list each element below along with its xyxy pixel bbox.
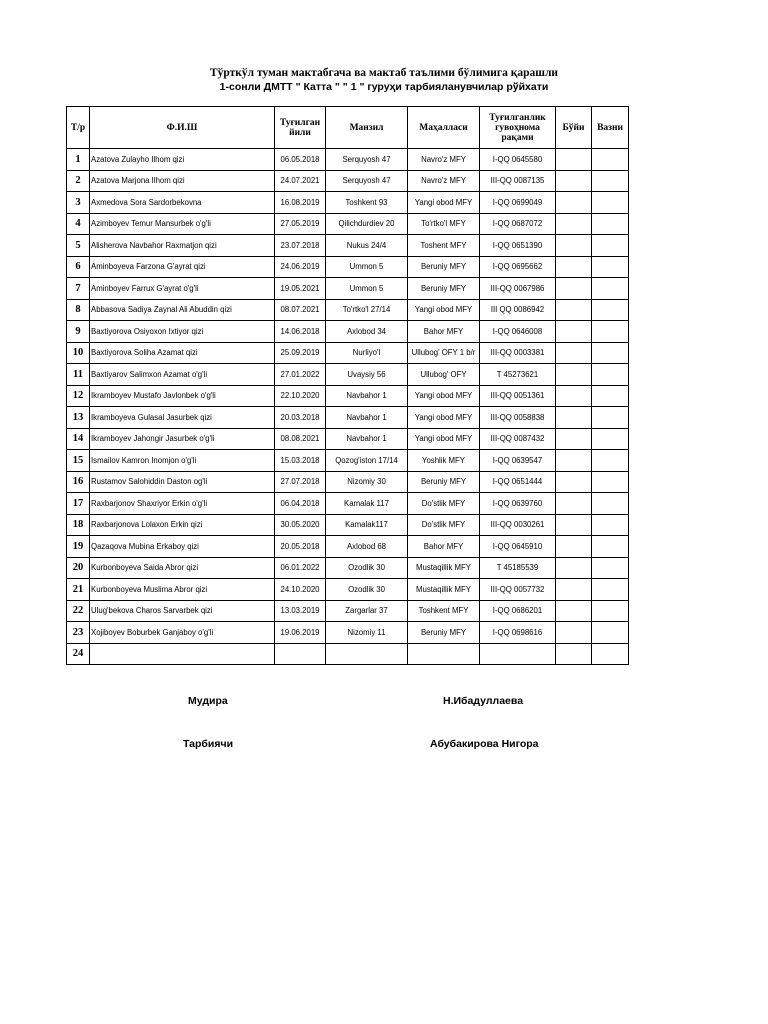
mahalla-cell: Yangi obod MFY: [408, 385, 480, 407]
child-full-name-cell: Raxbarjonova Lolaxon Erkin qizi: [90, 514, 275, 536]
height-cell: [556, 364, 592, 386]
table-row: [67, 471, 629, 493]
row-number-cell: 11: [67, 364, 90, 386]
height-cell: [556, 579, 592, 601]
address-cell: [326, 643, 408, 665]
address-cell: Zargarlar 37: [326, 600, 408, 622]
weight-cell: [592, 600, 629, 622]
address-cell: Qilichdurdiev 20: [326, 213, 408, 235]
weight-cell: [592, 192, 629, 214]
birth-certificate-number-cell: [480, 643, 556, 665]
mahalla-cell: Toshkent MFY: [408, 600, 480, 622]
weight-cell: [592, 622, 629, 644]
table-row: [67, 170, 629, 192]
table-row: [67, 450, 629, 472]
birth-certificate-number-cell: T 45273621: [480, 364, 556, 386]
height-cell: [556, 450, 592, 472]
table-row: [67, 579, 629, 601]
teacher-name: Абубакирова Нигора: [430, 738, 539, 750]
address-cell: Navbahor 1: [326, 407, 408, 429]
address-cell: Kamalak117: [326, 514, 408, 536]
birth-certificate-number-cell: III-QQ 0067986: [480, 278, 556, 300]
table-row: [67, 364, 629, 386]
column-header-weight: Вазни: [592, 107, 629, 149]
birth-date-cell: 08.08.2021: [275, 428, 326, 450]
address-cell: Axlobod 68: [326, 536, 408, 558]
child-full-name-cell: Kurbonboyeva Muslima Abror qizi: [90, 579, 275, 601]
table-row: [67, 149, 629, 171]
address-cell: Serquyosh 47: [326, 170, 408, 192]
table-row: [67, 643, 629, 665]
table-row: [67, 299, 629, 321]
birth-certificate-number-cell: I-QQ 0639760: [480, 493, 556, 515]
height-cell: [556, 342, 592, 364]
row-number-cell: 7: [67, 278, 90, 300]
height-cell: [556, 428, 592, 450]
height-cell: [556, 213, 592, 235]
birth-date-cell: 27.01.2022: [275, 364, 326, 386]
birth-certificate-number-cell: III-QQ 0057732: [480, 579, 556, 601]
height-cell: [556, 149, 592, 171]
weight-cell: [592, 256, 629, 278]
height-cell: [556, 256, 592, 278]
address-cell: Ozodlik 30: [326, 579, 408, 601]
mahalla-cell: Do'stlik MFY: [408, 493, 480, 515]
column-header-mahalla: Маҳалласи: [408, 107, 480, 149]
roster-table: [66, 106, 629, 665]
table-body: [67, 149, 629, 665]
table-header-row: [67, 107, 629, 149]
birth-date-cell: 15.03.2018: [275, 450, 326, 472]
height-cell: [556, 514, 592, 536]
table-row: [67, 407, 629, 429]
birth-date-cell: 24.06.2019: [275, 256, 326, 278]
birth-certificate-number-cell: III-QQ 0003381: [480, 342, 556, 364]
row-number-cell: 12: [67, 385, 90, 407]
birth-certificate-number-cell: T 45185539: [480, 557, 556, 579]
child-full-name-cell: Azimboyev Temur Mansurbek o'g'li: [90, 213, 275, 235]
weight-cell: [592, 235, 629, 257]
weight-cell: [592, 407, 629, 429]
weight-cell: [592, 149, 629, 171]
child-full-name-cell: Ikramboyeva Gulasal Jasurbek qizi: [90, 407, 275, 429]
height-cell: [556, 321, 592, 343]
birth-certificate-number-cell: III-QQ 0058838: [480, 407, 556, 429]
row-number-cell: 21: [67, 579, 90, 601]
mahalla-cell: Yangi obod MFY: [408, 428, 480, 450]
mahalla-cell: Navro'z MFY: [408, 149, 480, 171]
mahalla-cell: Mustaqillik MFY: [408, 557, 480, 579]
table-row: [67, 622, 629, 644]
address-cell: Nukus 24/4: [326, 235, 408, 257]
column-header-height: Бўйи: [556, 107, 592, 149]
director-name: Н.Ибадуллаева: [443, 695, 524, 707]
mahalla-cell: Ullubog' OFY 1 b/r: [408, 342, 480, 364]
child-full-name-cell: Baxtiyorova Osiyoxon Ixtiyor qizi: [90, 321, 275, 343]
child-full-name-cell: Aminboyeva Farzona G'ayrat qizi: [90, 256, 275, 278]
table-row: [67, 256, 629, 278]
row-number-cell: 13: [67, 407, 90, 429]
mahalla-cell: Toshent MFY: [408, 235, 480, 257]
weight-cell: [592, 342, 629, 364]
mahalla-cell: To'rtko'l MFY: [408, 213, 480, 235]
table-row: [67, 536, 629, 558]
birth-date-cell: 27.07.2018: [275, 471, 326, 493]
address-cell: Toshkent 93: [326, 192, 408, 214]
row-number-cell: 23: [67, 622, 90, 644]
birth-date-cell: 06.04.2018: [275, 493, 326, 515]
row-number-cell: 17: [67, 493, 90, 515]
birth-certificate-number-cell: I-QQ 0651390: [480, 235, 556, 257]
row-number-cell: 9: [67, 321, 90, 343]
weight-cell: [592, 385, 629, 407]
mahalla-cell: Beruniy MFY: [408, 622, 480, 644]
weight-cell: [592, 428, 629, 450]
address-cell: Axlobod 34: [326, 321, 408, 343]
height-cell: [556, 536, 592, 558]
birth-date-cell: 24.10.2020: [275, 579, 326, 601]
birth-date-cell: 22.10.2020: [275, 385, 326, 407]
column-header-number: Т/р: [67, 107, 90, 149]
mahalla-cell: Yangi obod MFY: [408, 192, 480, 214]
row-number-cell: 16: [67, 471, 90, 493]
birth-certificate-number-cell: III-QQ 0087135: [480, 170, 556, 192]
weight-cell: [592, 321, 629, 343]
weight-cell: [592, 536, 629, 558]
birth-date-cell: 27.05.2019: [275, 213, 326, 235]
height-cell: [556, 407, 592, 429]
birth-date-cell: 06.01.2022: [275, 557, 326, 579]
birth-date-cell: 19.06.2019: [275, 622, 326, 644]
birth-certificate-number-cell: III QQ 0086942: [480, 299, 556, 321]
birth-date-cell: [275, 643, 326, 665]
address-cell: Navbahor 1: [326, 428, 408, 450]
row-number-cell: 15: [67, 450, 90, 472]
row-number-cell: 10: [67, 342, 90, 364]
height-cell: [556, 643, 592, 665]
weight-cell: [592, 213, 629, 235]
child-full-name-cell: Raxbarjonov Shaxriyor Erkin o'g'li: [90, 493, 275, 515]
birth-certificate-number-cell: I-QQ 0639547: [480, 450, 556, 472]
height-cell: [556, 192, 592, 214]
address-cell: Kamalak 117: [326, 493, 408, 515]
child-full-name-cell: Aminboyev Farrux G'ayrat o'g'li: [90, 278, 275, 300]
birth-date-cell: 16.08.2019: [275, 192, 326, 214]
child-full-name-cell: Ulug'bekova Charos Sarvarbek qizi: [90, 600, 275, 622]
birth-certificate-number-cell: I-QQ 0646008: [480, 321, 556, 343]
table-row: [67, 342, 629, 364]
height-cell: [556, 600, 592, 622]
address-cell: Qozog'iston 17/14: [326, 450, 408, 472]
weight-cell: [592, 278, 629, 300]
row-number-cell: 20: [67, 557, 90, 579]
address-cell: Ummon 5: [326, 256, 408, 278]
child-full-name-cell: Rustamov Salohiddin Daston og'li: [90, 471, 275, 493]
birth-certificate-number-cell: I-QQ 0645910: [480, 536, 556, 558]
birth-certificate-number-cell: I-QQ 0699049: [480, 192, 556, 214]
column-header-address: Манзил: [326, 107, 408, 149]
weight-cell: [592, 557, 629, 579]
weight-cell: [592, 364, 629, 386]
weight-cell: [592, 579, 629, 601]
address-cell: Nurliyo'l: [326, 342, 408, 364]
weight-cell: [592, 450, 629, 472]
child-full-name-cell: Axmedova Sora Sardorbekovna: [90, 192, 275, 214]
birth-certificate-number-cell: III-QQ 0087432: [480, 428, 556, 450]
row-number-cell: 6: [67, 256, 90, 278]
child-full-name-cell: Azatova Marjona Ilhom qizi: [90, 170, 275, 192]
child-full-name-cell: Azatova Zulayho Ilhom qizi: [90, 149, 275, 171]
child-full-name-cell: Abbasova Sadiya Zaynal Ali Abuddin qizi: [90, 299, 275, 321]
birth-date-cell: 08.07.2021: [275, 299, 326, 321]
mahalla-cell: [408, 643, 480, 665]
birth-certificate-number-cell: I-QQ 0686201: [480, 600, 556, 622]
mahalla-cell: Bahor MFY: [408, 536, 480, 558]
row-number-cell: 3: [67, 192, 90, 214]
mahalla-cell: Navro'z MFY: [408, 170, 480, 192]
mahalla-cell: Ullubog' OFY: [408, 364, 480, 386]
child-full-name-cell: Qazaqova Mubina Erkaboy qizi: [90, 536, 275, 558]
address-cell: Nizomiy 30: [326, 471, 408, 493]
height-cell: [556, 622, 592, 644]
birth-date-cell: 19.05.2021: [275, 278, 326, 300]
weight-cell: [592, 170, 629, 192]
child-full-name-cell: Baxtiyarov Salimxon Azamat o'g'li: [90, 364, 275, 386]
birth-date-cell: 06.05.2018: [275, 149, 326, 171]
birth-date-cell: 24.07.2021: [275, 170, 326, 192]
child-full-name-cell: Alisherova Navbahor Raxmatjon qizi: [90, 235, 275, 257]
birth-date-cell: 20.05.2018: [275, 536, 326, 558]
address-cell: Uvaysiy 56: [326, 364, 408, 386]
birth-certificate-number-cell: I-QQ 0698616: [480, 622, 556, 644]
child-full-name-cell: Ikramboyev Mustafo Javlonbek o'g'li: [90, 385, 275, 407]
weight-cell: [592, 514, 629, 536]
document-title: Тўрткўл туман мактабгача ва мактаб таълими бўлимига қарашли: [209, 67, 559, 79]
birth-certificate-number-cell: III-QQ 0030261: [480, 514, 556, 536]
birth-certificate-number-cell: I-QQ 0687072: [480, 213, 556, 235]
child-full-name-cell: Baxtiyorova Soliha Azamat qizi: [90, 342, 275, 364]
row-number-cell: 8: [67, 299, 90, 321]
address-cell: Nizomiy 11: [326, 622, 408, 644]
mahalla-cell: Yangi obod MFY: [408, 299, 480, 321]
child-full-name-cell: Kurbonboyeva Saida Abror qizi: [90, 557, 275, 579]
address-cell: To'rtko'l 27/14: [326, 299, 408, 321]
column-header-birth-certificate: Туғилганлик гувоҳнома рақами: [480, 107, 556, 149]
height-cell: [556, 299, 592, 321]
table-row: [67, 385, 629, 407]
mahalla-cell: Yangi obod MFY: [408, 407, 480, 429]
height-cell: [556, 235, 592, 257]
height-cell: [556, 471, 592, 493]
address-cell: Ozodlik 30: [326, 557, 408, 579]
row-number-cell: 22: [67, 600, 90, 622]
birth-certificate-number-cell: III-QQ 0051361: [480, 385, 556, 407]
row-number-cell: 14: [67, 428, 90, 450]
mahalla-cell: Bahor MFY: [408, 321, 480, 343]
mahalla-cell: Beruniy MFY: [408, 256, 480, 278]
birth-date-cell: 23.07.2018: [275, 235, 326, 257]
height-cell: [556, 278, 592, 300]
address-cell: Navbahor 1: [326, 385, 408, 407]
row-number-cell: 19: [67, 536, 90, 558]
child-full-name-cell: Ikramboyev Jahongir Jasurbek o'g'li: [90, 428, 275, 450]
height-cell: [556, 170, 592, 192]
row-number-cell: 1: [67, 149, 90, 171]
child-full-name-cell: [90, 643, 275, 665]
birth-date-cell: 20.03.2018: [275, 407, 326, 429]
height-cell: [556, 493, 592, 515]
document-subtitle: 1-сонли ДМТТ " Катта " " 1 " гуруҳи тарбияланувчилар рўйхати: [219, 81, 549, 93]
teacher-role-label: Тарбиячи: [183, 738, 234, 750]
birth-date-cell: 25.09.2019: [275, 342, 326, 364]
child-full-name-cell: Ismailov Kamron Inomjon o'g'li: [90, 450, 275, 472]
height-cell: [556, 557, 592, 579]
table-row: [67, 428, 629, 450]
row-number-cell: 24: [67, 643, 90, 665]
mahalla-cell: Beruniy MFY: [408, 471, 480, 493]
child-full-name-cell: Xojiboyev Boburbek Ganjaboy o'g'li: [90, 622, 275, 644]
address-cell: Ummon 5: [326, 278, 408, 300]
mahalla-cell: Beruniy MFY: [408, 278, 480, 300]
table-row: [67, 600, 629, 622]
birth-date-cell: 14.06.2018: [275, 321, 326, 343]
column-header-birth-date: Туғилган йили: [275, 107, 326, 149]
weight-cell: [592, 471, 629, 493]
mahalla-cell: Yoshlik MFY: [408, 450, 480, 472]
row-number-cell: 18: [67, 514, 90, 536]
birth-certificate-number-cell: I-QQ 0651444: [480, 471, 556, 493]
weight-cell: [592, 643, 629, 665]
row-number-cell: 4: [67, 213, 90, 235]
height-cell: [556, 385, 592, 407]
table-row: [67, 514, 629, 536]
row-number-cell: 2: [67, 170, 90, 192]
table-row: [67, 235, 629, 257]
column-header-full-name: Ф.И.Ш: [90, 107, 275, 149]
table-row: [67, 557, 629, 579]
table-row: [67, 321, 629, 343]
table-row: [67, 278, 629, 300]
birth-certificate-number-cell: I-QQ 0695662: [480, 256, 556, 278]
mahalla-cell: Mustaqillik MFY: [408, 579, 480, 601]
table-row: [67, 213, 629, 235]
table-row: [67, 192, 629, 214]
weight-cell: [592, 299, 629, 321]
table-row: [67, 493, 629, 515]
birth-date-cell: 30.05.2020: [275, 514, 326, 536]
row-number-cell: 5: [67, 235, 90, 257]
weight-cell: [592, 493, 629, 515]
birth-date-cell: 13.03.2019: [275, 600, 326, 622]
birth-certificate-number-cell: I-QQ 0645580: [480, 149, 556, 171]
director-role-label: Мудира: [188, 695, 228, 707]
mahalla-cell: Do'stlik MFY: [408, 514, 480, 536]
address-cell: Serquyosh 47: [326, 149, 408, 171]
